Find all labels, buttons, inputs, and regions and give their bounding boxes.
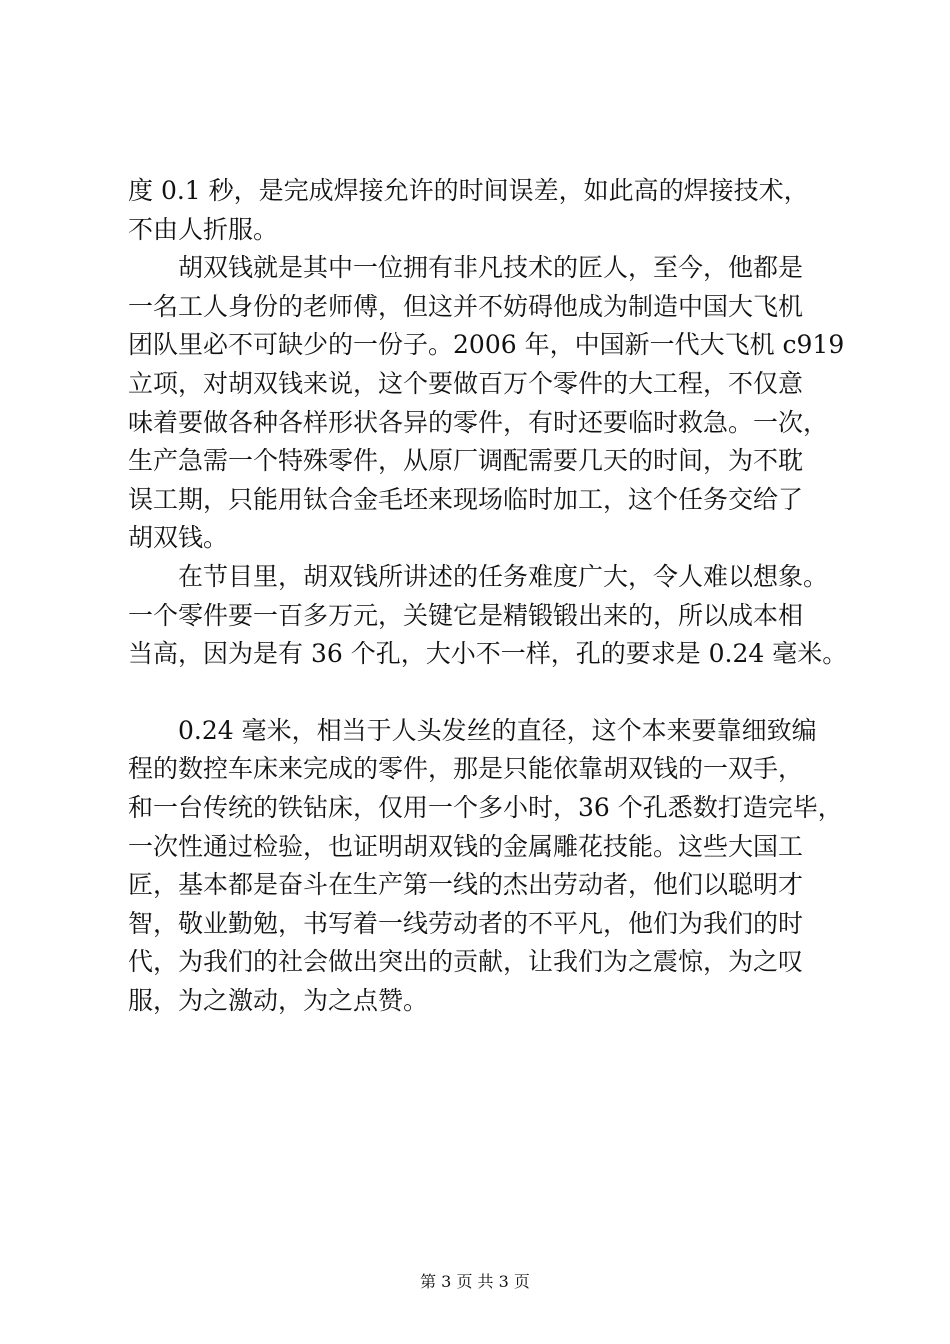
text-line: 和一台传统的铁钻床，仅用一个多小时，36 个孔悉数打造完毕， <box>128 792 843 822</box>
text-line: 当高，因为是有 36 个孔，大小不一样，孔的要求是 0.24 毫米。 <box>128 639 848 669</box>
paragraph-spacer <box>128 674 848 712</box>
text-line: 在节目里，胡双钱所讲述的任务难度广大，令人难以想象。 <box>128 561 829 591</box>
text-line: 服，为之激动，为之点赞。 <box>128 985 429 1015</box>
text-line: 生产急需一个特殊零件，从原厂调配需要几天的时间，为不耽 <box>128 446 804 476</box>
text-line: 程的数控车床来完成的零件，那是只能依靠胡双钱的一双手， <box>128 754 804 784</box>
text-line: 一名工人身份的老师傅，但这并不妨碍他成为制造中国大飞机 <box>128 291 804 321</box>
text-line: 代，为我们的社会做出突出的贡献，让我们为之震惊，为之叹 <box>128 947 804 977</box>
text-line: 0.24 毫米，相当于人头发丝的直径，这个本来要靠细致编 <box>128 715 817 745</box>
text-line: 不由人折服。 <box>128 214 279 244</box>
text-line: 胡双钱。 <box>128 523 229 553</box>
document-body <box>128 172 848 1020</box>
text-line: 一个零件要一百多万元，关键它是精锻锻出来的，所以成本相 <box>128 600 804 630</box>
text-line: 胡双钱就是其中一位拥有非凡技术的匠人，至今，他都是 <box>128 253 804 283</box>
text-line: 智，敬业勤勉，书写着一线劳动者的不平凡，他们为我们的时 <box>128 908 804 938</box>
text-line: 匠，基本都是奋斗在生产第一线的杰出劳动者，他们以聪明才 <box>128 870 804 900</box>
text-line: 度 0.1 秒，是完成焊接允许的时间误差，如此高的焊接技术， <box>128 176 809 205</box>
text-line: 味着要做各种各样形状各异的零件，有时还要临时救急。一次， <box>128 407 829 437</box>
text-line: 团队里必不可缺少的一份子。2006 年，中国新一代大飞机 c919 <box>128 330 845 360</box>
text-line: 一次性通过检验，也证明胡双钱的金属雕花技能。这些大国工 <box>128 831 804 861</box>
text-line: 立项，对胡双钱来说，这个要做百万个零件的大工程，不仅意 <box>128 368 804 398</box>
page-number-footer: 第 3 页 共 3 页 <box>420 1272 530 1291</box>
text-line: 误工期，只能用钛合金毛坯来现场临时加工，这个任务交给了 <box>128 484 804 514</box>
